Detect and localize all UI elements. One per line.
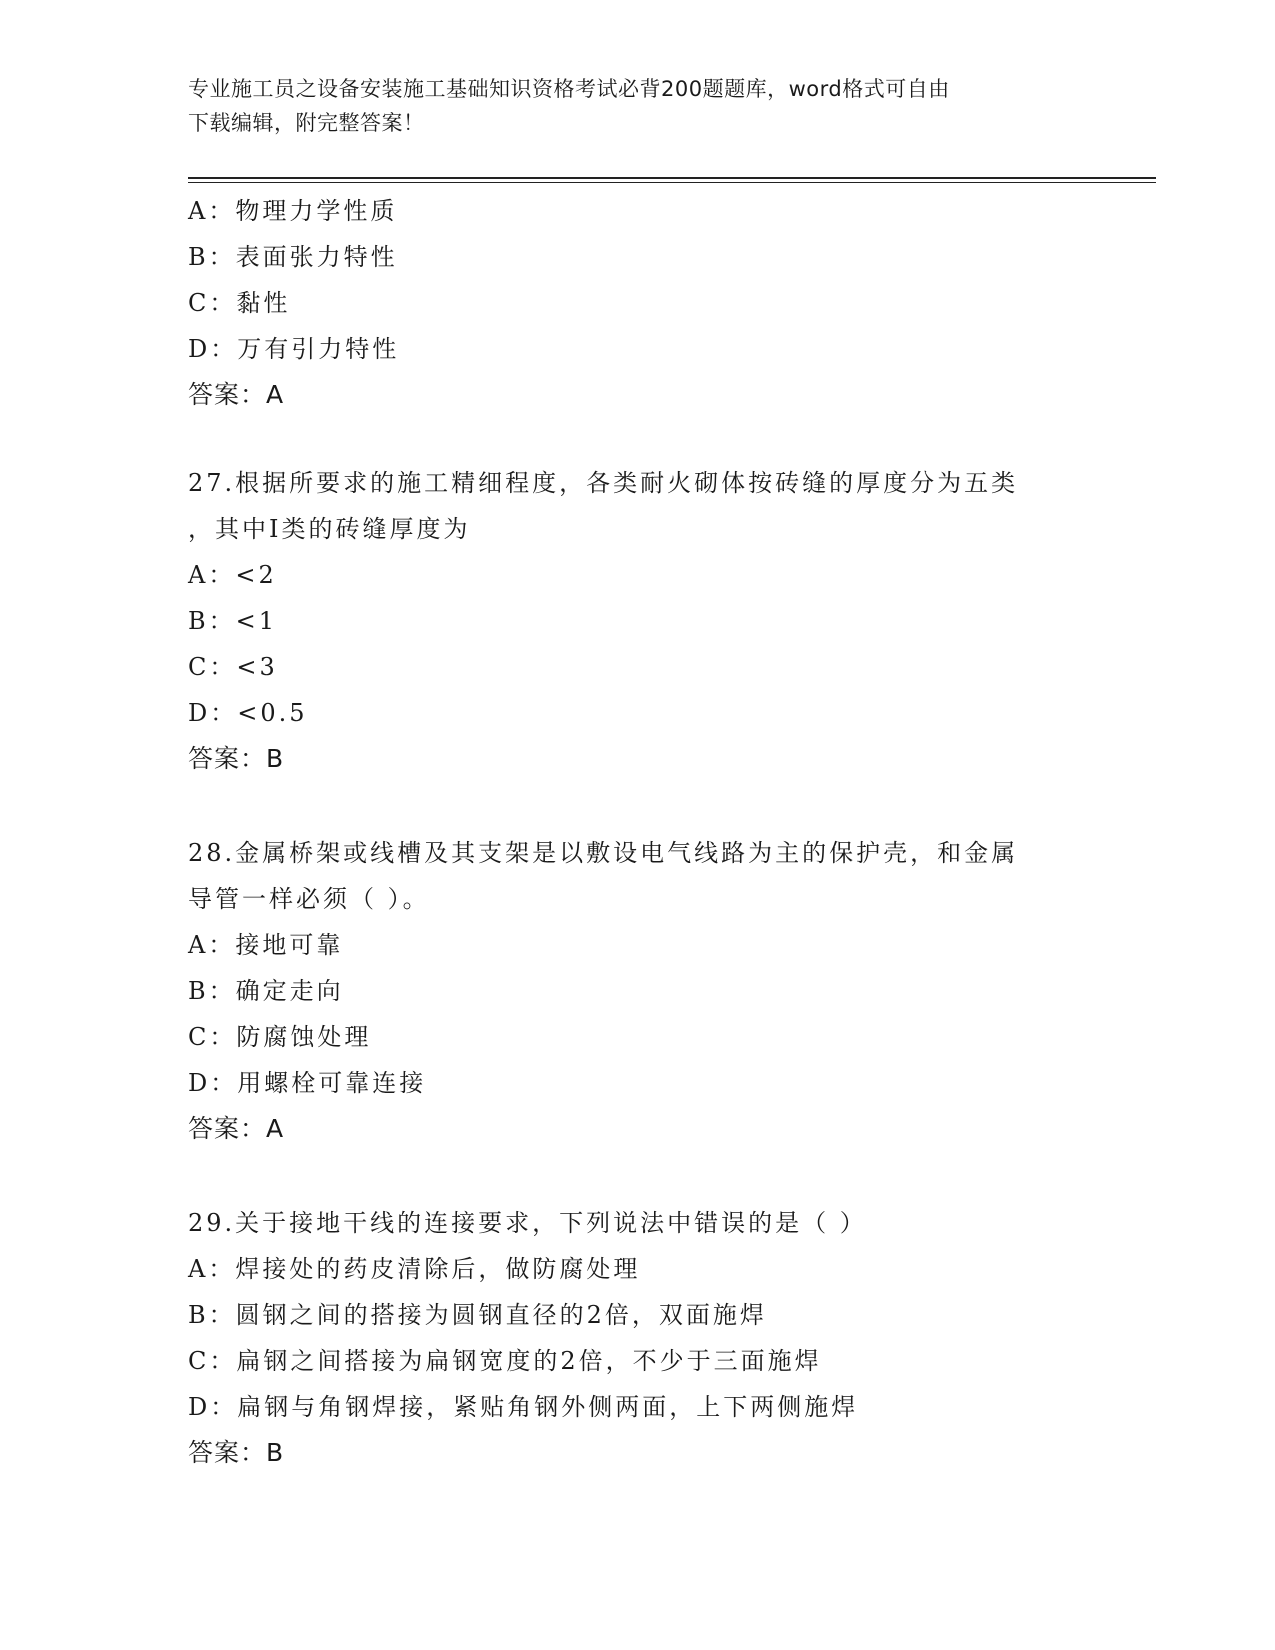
answer-line: 答案：B <box>188 1438 285 1467</box>
question-stem-line: 导管一样必须（ ）。 <box>188 885 430 913</box>
option-d: D：万有引力特性 <box>188 335 400 363</box>
option-a: A：焊接处的药皮清除后，做防腐处理 <box>188 1255 641 1283</box>
option-d: D：用螺栓可靠连接 <box>188 1069 427 1097</box>
option-b: B：确定走向 <box>188 977 344 1005</box>
question-27 <box>188 460 1108 782</box>
option-b: B：表面张力特性 <box>188 243 398 271</box>
option-c: C：黏性 <box>188 289 291 317</box>
option-a: A：<2 <box>188 561 277 589</box>
answer-line: 答案：A <box>188 1114 285 1143</box>
option-c: C：防腐蚀处理 <box>188 1023 372 1051</box>
option-d: D：<0.5 <box>188 699 308 727</box>
question-stem-line: 29.关于接地干线的连接要求，下列说法中错误的是（ ） <box>188 1209 867 1237</box>
option-d: D：扁钢与角钢焊接，紧贴角钢外侧两面，上下两侧施焊 <box>188 1393 859 1421</box>
question-stem-line: 27.根据所要求的施工精细程度，各类耐火砌体按砖缝的厚度分为五类 <box>188 469 1019 497</box>
question-content <box>188 188 1108 1476</box>
answer-line: 答案：A <box>188 380 285 409</box>
question-29 <box>188 1200 1108 1476</box>
document-header <box>188 72 1088 140</box>
option-a: A：物理力学性质 <box>188 197 398 225</box>
question-28 <box>188 830 1108 1152</box>
header-divider <box>188 177 1156 183</box>
option-b: B：圆钢之间的搭接为圆钢直径的2倍，双面施焊 <box>188 1301 767 1329</box>
question-stem-line: ，其中Ⅰ类的砖缝厚度为 <box>188 515 471 543</box>
answer-line: 答案：B <box>188 744 285 773</box>
question-fragment <box>188 188 1108 418</box>
question-stem-line: 28.金属桥架或线槽及其支架是以敷设电气线路为主的保护壳，和金属 <box>188 839 1019 867</box>
option-b: B：<1 <box>188 607 278 635</box>
option-a: A：接地可靠 <box>188 931 344 959</box>
option-c: C：<3 <box>188 653 278 681</box>
header-title-line-1: 专业施工员之设备安装施工基础知识资格考试必背200题题库，word格式可自由 <box>188 77 950 101</box>
option-c: C：扁钢之间搭接为扁钢宽度的2倍，不少于三面施焊 <box>188 1347 822 1375</box>
header-title-line-2: 下载编辑，附完整答案！ <box>188 111 425 135</box>
